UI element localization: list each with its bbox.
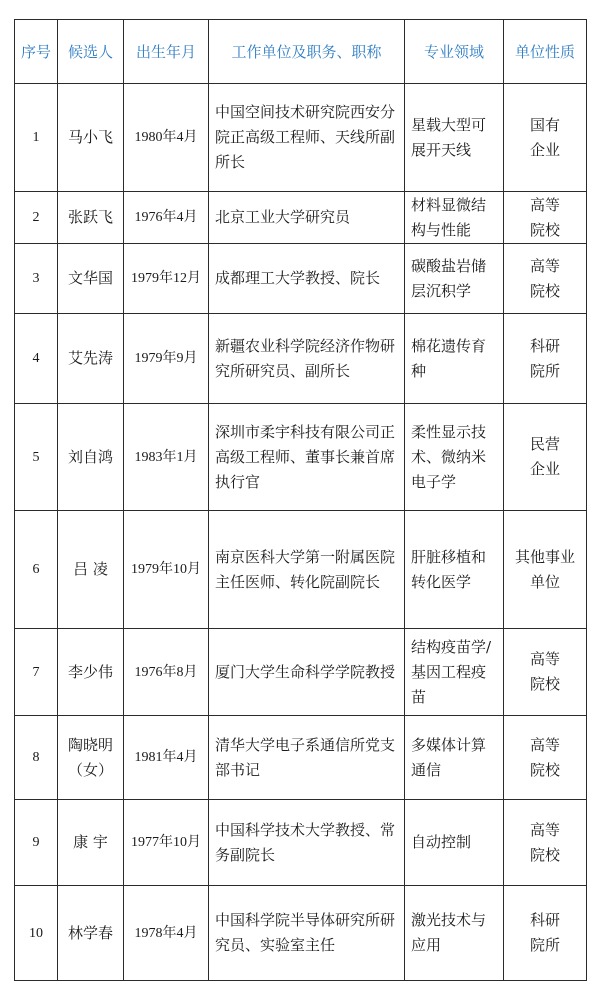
cell-work: 北京工业大学研究员: [209, 192, 405, 244]
cell-work: 深圳市柔宇科技有限公司正高级工程师、董事长兼首席执行官: [209, 404, 405, 511]
cell-type: 高等院校: [504, 192, 587, 244]
cell-work: 南京医科大学第一附属医院主任医师、转化院副院长: [209, 511, 405, 629]
cell-work: 中国科学院半导体研究所研究员、实验室主任: [209, 886, 405, 981]
cell-birth: 1976年4月: [124, 192, 209, 244]
cell-no: 1: [15, 84, 58, 192]
cell-type: 科研院所: [504, 314, 587, 404]
cell-name: 李少伟: [58, 629, 124, 716]
cell-no: 10: [15, 886, 58, 981]
table-row: [15, 192, 587, 244]
header-birth: 出生年月: [124, 20, 209, 84]
cell-type: 其他事业单位: [504, 511, 587, 629]
cell-birth: 1979年10月: [124, 511, 209, 629]
cell-field: 结构疫苗学/基因工程疫苗: [405, 629, 504, 716]
cell-no: 4: [15, 314, 58, 404]
cell-field: 材料显微结构与性能: [405, 192, 504, 244]
cell-type: 科研院所: [504, 886, 587, 981]
cell-no: 9: [15, 800, 58, 886]
cell-name: 马小飞: [58, 84, 124, 192]
cell-no: 7: [15, 629, 58, 716]
cell-work: 中国科学技术大学教授、常务副院长: [209, 800, 405, 886]
table-row: [15, 716, 587, 800]
table-row: [15, 404, 587, 511]
cell-work: 成都理工大学教授、院长: [209, 244, 405, 314]
table-row: [15, 800, 587, 886]
cell-type: 高等院校: [504, 629, 587, 716]
table-row: [15, 886, 587, 981]
cell-name: 文华国: [58, 244, 124, 314]
cell-no: 6: [15, 511, 58, 629]
cell-birth: 1980年4月: [124, 84, 209, 192]
cell-name: 刘自鸿: [58, 404, 124, 511]
table-row: [15, 511, 587, 629]
table-header-row: [15, 20, 587, 84]
cell-work: 新疆农业科学院经济作物研究所研究员、副所长: [209, 314, 405, 404]
cell-name: 陶晓明（女）: [58, 716, 124, 800]
cell-birth: 1983年1月: [124, 404, 209, 511]
cell-field: 肝脏移植和转化医学: [405, 511, 504, 629]
cell-work: 清华大学电子系通信所党支部书记: [209, 716, 405, 800]
header-no: 序号: [15, 20, 58, 84]
cell-field: 激光技术与应用: [405, 886, 504, 981]
cell-name: 吕 凌: [58, 511, 124, 629]
cell-birth: 1978年4月: [124, 886, 209, 981]
cell-birth: 1981年4月: [124, 716, 209, 800]
cell-type: 国有企业: [504, 84, 587, 192]
cell-field: 多媒体计算通信: [405, 716, 504, 800]
table-row: [15, 84, 587, 192]
candidates-table: [14, 19, 587, 981]
cell-birth: 1977年10月: [124, 800, 209, 886]
header-work: 工作单位及职务、职称: [209, 20, 405, 84]
header-candidate: 候选人: [58, 20, 124, 84]
cell-field: 星载大型可展开天线: [405, 84, 504, 192]
table-row: [15, 629, 587, 716]
cell-birth: 1979年9月: [124, 314, 209, 404]
cell-birth: 1979年12月: [124, 244, 209, 314]
cell-field: 碳酸盐岩储层沉积学: [405, 244, 504, 314]
cell-name: 林学春: [58, 886, 124, 981]
header-type: 单位性质: [504, 20, 587, 84]
cell-type: 高等院校: [504, 244, 587, 314]
cell-no: 3: [15, 244, 58, 314]
cell-field: 自动控制: [405, 800, 504, 886]
table-row: [15, 244, 587, 314]
cell-type: 高等院校: [504, 800, 587, 886]
cell-name: 康 宇: [58, 800, 124, 886]
cell-birth: 1976年8月: [124, 629, 209, 716]
cell-no: 5: [15, 404, 58, 511]
cell-type: 民营企业: [504, 404, 587, 511]
cell-name: 张跃飞: [58, 192, 124, 244]
cell-no: 8: [15, 716, 58, 800]
cell-type: 高等院校: [504, 716, 587, 800]
cell-work: 中国空间技术研究院西安分院正高级工程师、天线所副所长: [209, 84, 405, 192]
header-field: 专业领域: [405, 20, 504, 84]
cell-name: 艾先涛: [58, 314, 124, 404]
cell-work: 厦门大学生命科学学院教授: [209, 629, 405, 716]
cell-field: 棉花遗传育种: [405, 314, 504, 404]
cell-no: 2: [15, 192, 58, 244]
table-row: [15, 314, 587, 404]
cell-field: 柔性显示技术、微纳米电子学: [405, 404, 504, 511]
